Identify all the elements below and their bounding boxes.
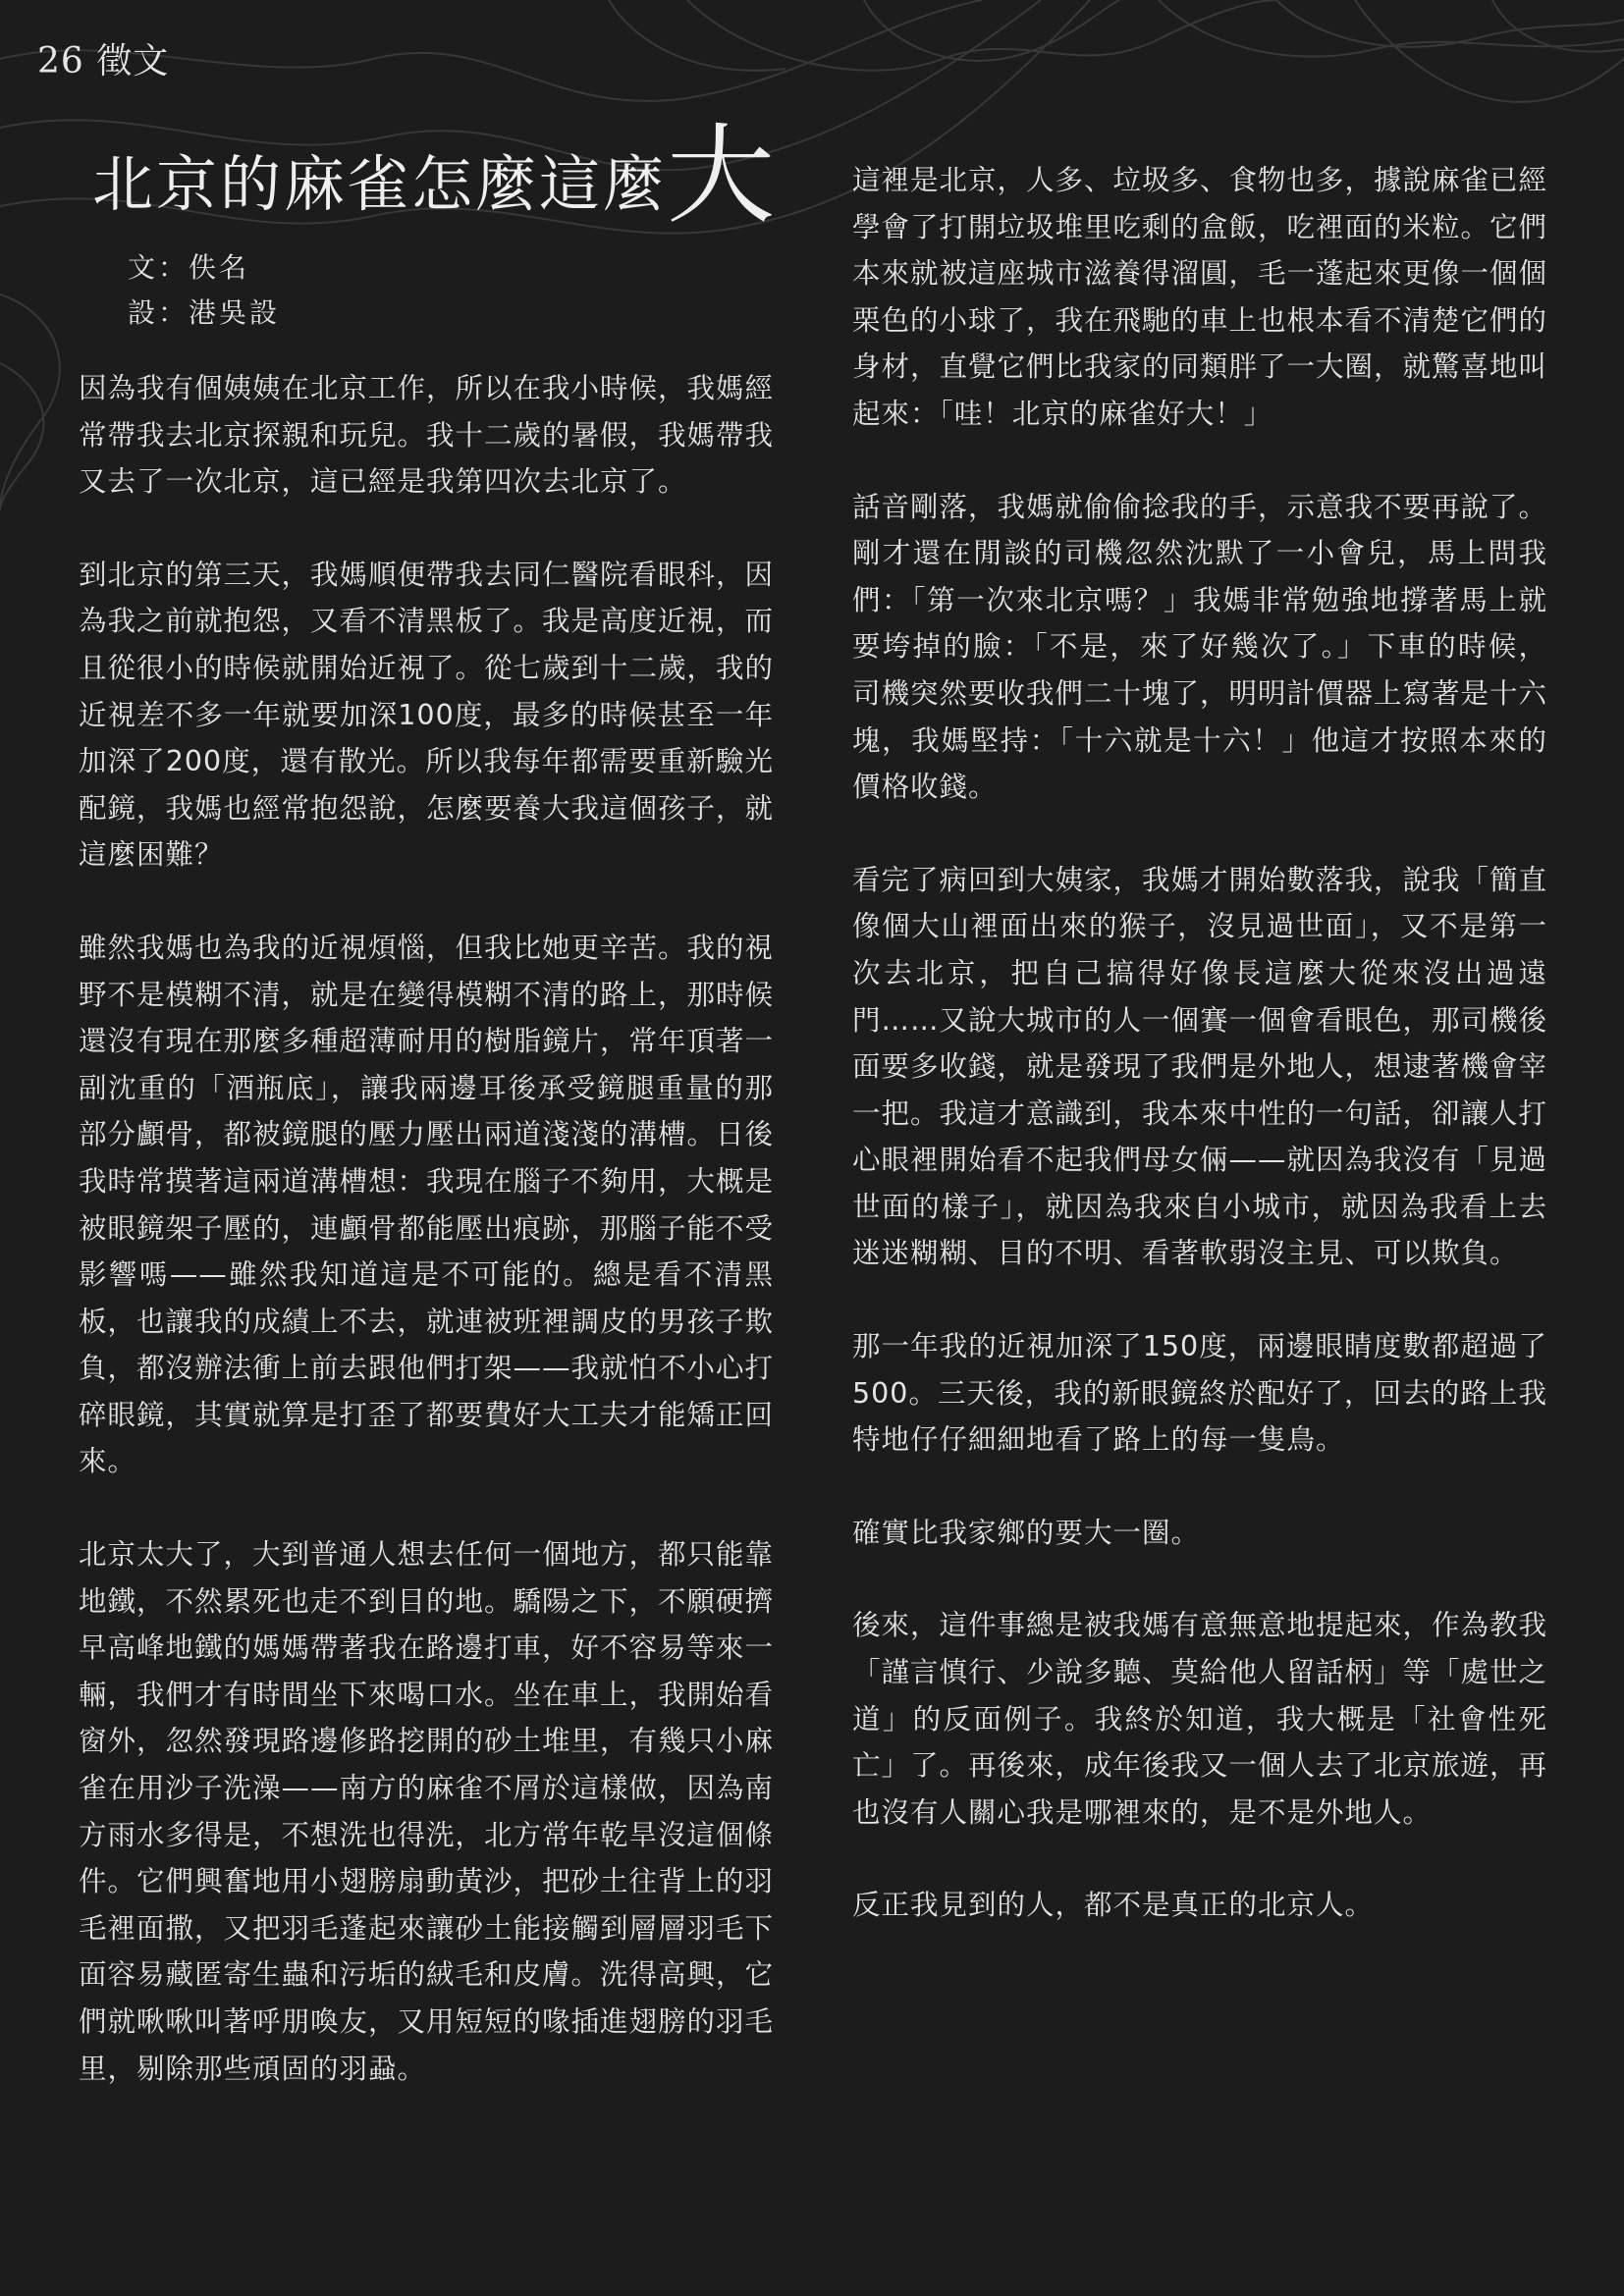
paragraph: 話音剛落，我媽就偷偷捻我的手，示意我不要再說了。剛才還在閒談的司機忽然沈默了一小會兒，馬上問我們：「第一次來北京嗎？」我媽非常勉強地撐著馬上就要垮掉的臉：「不是，來了好幾次了。」下車的時候，司機突然要收我們二十塊了，明明計價器上寫著是十六塊，我媽堅持：「十六就是十六！」他這才按照本來的價格收錢。	[852, 490, 1548, 804]
byline	[128, 245, 280, 336]
article-title	[92, 113, 799, 239]
title-big-character: 大	[667, 113, 779, 239]
paragraph: 那一年我的近視加深了150度，兩邊眼睛度數都超過了500。三天後，我的新眼鏡終於配好了，回去的路上我特地仔仔細細地看了路上的每一隻鳥。	[852, 1330, 1547, 1457]
paragraph: 後來，這件事總是被我媽有意無意地提起來，作為教我「謹言慎行、少說多聽、莫給他人留話柄」等「處世之道」的反面例子。我終於知道，我大概是「社會性死亡」了。再後來，成年後我又一個人去了北京旅遊，再也沒有人關心我是哪裡來的，是不是外地人。	[852, 1609, 1548, 1829]
design-line: 設：港吳設	[128, 296, 281, 329]
right-column	[852, 157, 1547, 1975]
author-line: 文：佚名	[128, 251, 250, 284]
paragraph: 北京太大了，大到普通人想去任何一個地方，都只能靠地鐵，不然累死也走不到目的地。驕陽之下，不願硬擠早高峰地鐵的媽媽帶著我在路邊打車，好不容易等來一輛，我們才有時間坐下來喝口水。坐在車上，我開始看窗外，忽然發現路邊修路挖開的砂土堆里，有幾只小麻雀在用沙子洗澡——南方的麻雀不屑於這樣做，因為南方雨水多得是，不想洗也得洗，北方常年乾旱沒這個條件。它們興奮地用小翅膀扇動黃沙，把砂土往背上的羽毛裡面撒，又把羽毛蓬起來讓砂土能接觸到層層羽毛下面容易藏匿寄生蟲和污垢的絨毛和皮膚。洗得高興，它們就啾啾叫著呼朋喚友，又用短短的喙插進翅膀的羽毛里，剔除那些頑固的羽蝨。	[79, 1538, 775, 2085]
title-main: 北京的麻雀怎麼這麼	[92, 148, 668, 220]
paragraph: 到北京的第三天，我媽順便帶我去同仁醫院看眼科，因為我之前就抱怨，又看不清黑板了。我是高度近視，而且從很小的時候就開始近視了。從七歲到十二歲，我的近視差不多一年就要加深100度，最多的時候甚至一年加深了200度，還有散光。所以我每年都需要重新驗光配鏡，我媽也經常抱怨說，怎麼要養大我這個孩子，就這麼困難？	[79, 558, 775, 872]
page-number: 26 徵文	[37, 41, 170, 81]
left-column	[79, 365, 774, 2138]
paragraph: 因為我有個姨姨在北京工作，所以在我小時候，我媽經常帶我去北京探親和玩兒。我十二歲的暑假，我媽帶我又去了一次北京，這已經是我第四次去北京了。	[79, 372, 775, 499]
paragraph: 反正我見到的人，都不是真正的北京人。	[852, 1889, 1375, 1922]
paragraph: 確實比我家鄉的要大一圈。	[852, 1516, 1201, 1549]
paragraph: 這裡是北京，人多、垃圾多、食物也多，據說麻雀已經學會了打開垃圾堆里吃剩的盒飯，吃裡面的米粒。它們本來就被這座城市滋養得溜圓，毛一蓬起來更像一個個栗色的小球了，我在飛馳的車上也根本看不清楚它們的身材，直覺它們比我家的同類胖了一大圈，就驚喜地叫起來：「哇！北京的麻雀好大！」	[852, 164, 1548, 430]
paragraph: 看完了病回到大姨家，我媽才開始數落我，說我「簡直像個大山裡面出來的猴子，沒見過世面」，又不是第一次去北京，把自己搞得好像長這麼大從來沒出過遠門……又說大城市的人一個賽一個會看眼色，那司機後面要多收錢，就是發現了我們是外地人，想逮著機會宰一把。我這才意識到，我本來中性的一句話，卻讓人打心眼裡開始看不起我們母女倆——就因為我沒有「見過世面的樣子」，就因為我來自小城市，就因為我看上去迷迷糊糊、目的不明、看著軟弱沒主見、可以欺負。	[852, 863, 1548, 1270]
paragraph: 雖然我媽也為我的近視煩惱，但我比她更辛苦。我的視野不是模糊不清，就是在變得模糊不清的路上，那時候還沒有現在那麼多種超薄耐用的樹脂鏡片，常年頂著一副沈重的「酒瓶底」，讓我兩邊耳後承受鏡腿重量的那部分顱骨，都被鏡腿的壓力壓出兩道淺淺的溝槽。日後我時常摸著這兩道溝槽想：我現在腦子不夠用，大概是被眼鏡架子壓的，連顱骨都能壓出痕跡，那腦子能不受影響嗎——雖然我知道這是不可能的。總是看不清黑板，也讓我的成績上不去，就連被班裡調皮的男孩子欺負，都沒辦法衝上前去跟他們打架——我就怕不小心打碎眼鏡，其實就算是打歪了都要費好大工夫才能矯正回來。	[79, 931, 775, 1478]
